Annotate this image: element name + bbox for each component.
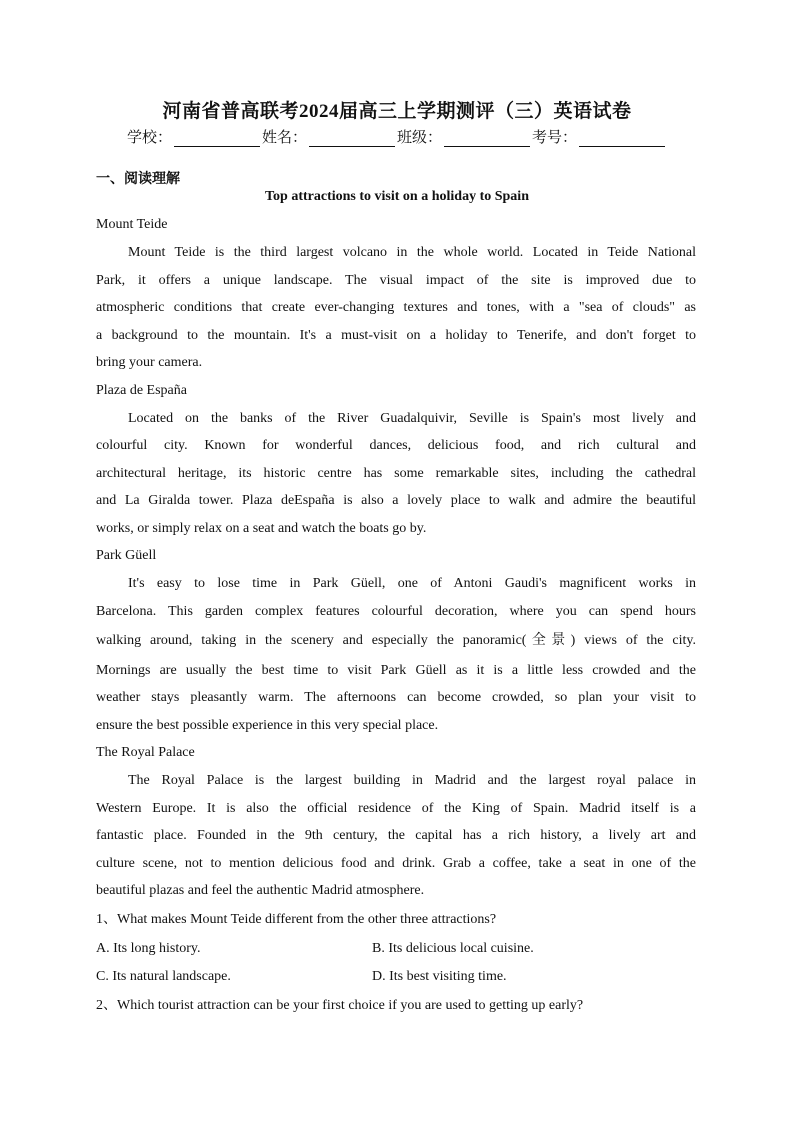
q1-option-b[interactable]: B. Its delicious local cuisine. [372,941,534,956]
teide-line: bring your camera. [96,355,203,370]
royal-line: Western Europe. It is also the official residence of the King of Spain. Madrid itself is a [96,801,696,816]
royal-line: The Royal Palace is the largest building in Madrid and the largest royal palace in [128,773,696,788]
guell-line: weather stays pleasantly warm. The afternoons can become crowded, so plan your visit to [96,690,696,705]
name-label: 姓名： [261,130,307,146]
plaza-heading: Plaza de España [96,383,187,398]
school-blank[interactable] [174,132,260,147]
class-blank[interactable] [444,132,530,147]
exam-no-label: 考号： [532,130,578,146]
plaza-line: architectural heritage, its historic centre has some remarkable sites, including the cathedral [96,466,696,481]
teide-heading: Mount Teide [96,217,168,232]
teide-line: a background to the mountain. It's a must-visit on a holiday to Tenerife, and don't forget to [96,328,696,343]
teide-line: Mount Teide is the third largest volcano in the whole world. Located in Teide National [128,245,696,260]
plaza-line: works, or simply relax on a seat and watch the boats go by. [96,521,427,536]
guell-line: Mornings are usually the best time to visit Park Güell as it is a little less crowded and the [96,663,696,678]
plaza-line: and La Giralda tower. Plaza deEspaña is also a lovely place to walk and admire the beautiful [96,493,696,508]
q1-option-c[interactable]: C. Its natural landscape. [96,969,231,984]
plaza-line: Located on the banks of the River Guadalquivir, Seville is Spain's most lively and [128,411,696,426]
royal-heading: The Royal Palace [96,745,195,760]
q1-option-a[interactable]: A. Its long history. [96,941,201,956]
school-label: 学校： [126,130,172,146]
guell-line: Barcelona. This garden complex features colourful decoration, where you can spend hours [96,604,696,619]
teide-line: atmospheric conditions that create ever-changing textures and tones, with a "sea of clouds" as [96,300,696,315]
guell-line: walking around, taking in the scenery and especially the panoramic(全景) views of the city. [96,633,696,648]
plaza-line: colourful city. Known for wonderful dances, delicious food, and rich cultural and [96,438,696,453]
student-info-line [0,126,794,147]
royal-line: fantastic place. Founded in the 9th century, the capital has a rich history, a lively art and [96,828,696,843]
name-blank[interactable] [309,132,395,147]
section-heading: 一、阅读理解 [96,172,180,187]
royal-line: beautiful plazas and feel the authentic Madrid atmosphere. [96,883,425,898]
question-1-stem: 1、What makes Mount Teide different from the other three attractions? [96,912,497,927]
guell-line: ensure the best possible experience in this very special place. [96,718,439,733]
question-2-stem: 2、Which tourist attraction can be your first choice if you are used to getting up early? [96,998,584,1013]
royal-line: culture scene, not to mention delicious food and drink. Grab a coffee, take a seat in one of the [96,856,696,871]
guell-line: It's easy to lose time in Park Güell, one of Antoni Gaudi's magnificent works in [128,576,696,591]
exam-no-blank[interactable] [579,132,665,147]
passage-title: Top attractions to visit on a holiday to Spain [265,189,529,204]
guell-heading: Park Güell [96,548,157,563]
q1-option-d[interactable]: D. Its best visiting time. [372,969,507,984]
class-label: 班级： [397,130,443,146]
teide-line: Park, it offers a unique landscape. The visual impact of the site is improved due to [96,273,696,288]
exam-title: 河南省普高联考2024届高三上学期测评（三）英语试卷 [162,101,632,122]
